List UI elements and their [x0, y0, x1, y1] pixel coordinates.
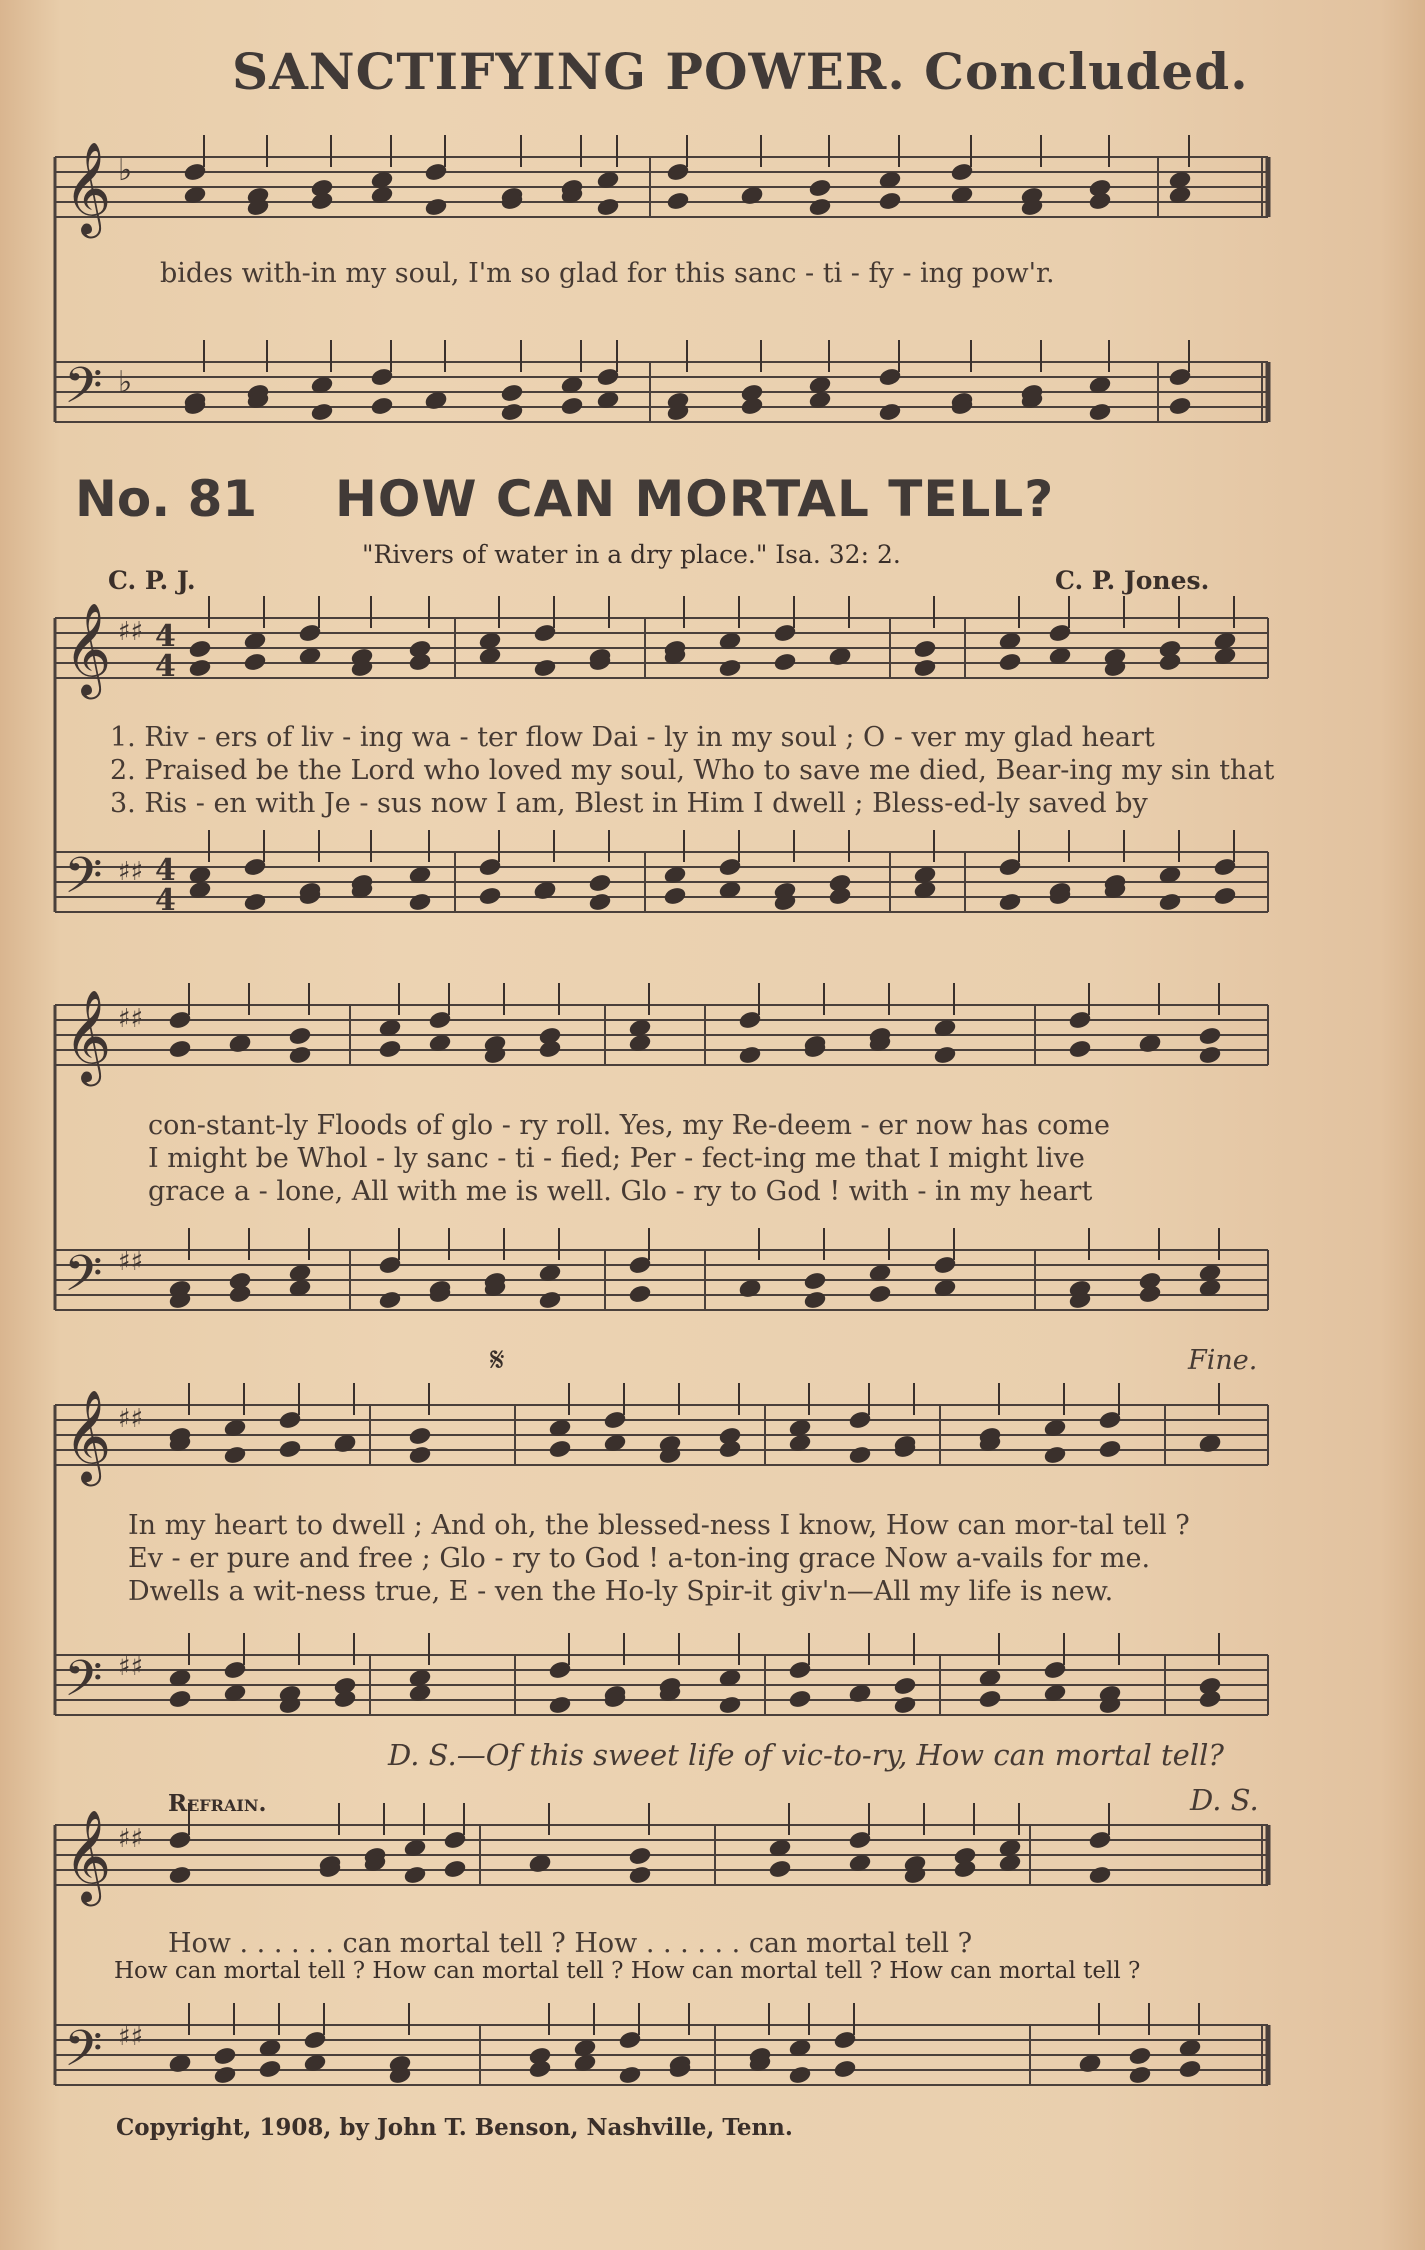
note-head [408, 892, 432, 912]
note-head [666, 191, 690, 211]
note-head [740, 396, 764, 416]
verse-2-line-2: I might be Whol - ly sanc - ti - fied; Per - fect-ing me that I might live [148, 1143, 1085, 1174]
svg-text:𝄢: 𝄢 [64, 847, 103, 917]
note-head [868, 1284, 892, 1304]
note-head [718, 1695, 742, 1715]
note-head [378, 1290, 402, 1310]
note-head [768, 1859, 792, 1879]
note-head [1098, 1439, 1122, 1459]
note-head [213, 2046, 237, 2066]
note-head [628, 1284, 652, 1304]
svg-text:♯♯: ♯♯ [118, 1247, 144, 1277]
dal-segno-text: D. S.—Of this sweet life of vic-to-ry, How can mortal tell? [388, 1738, 1224, 1772]
note-head [1088, 402, 1112, 422]
note-head [893, 1676, 917, 1696]
note-head [773, 652, 797, 672]
note-head [1198, 1026, 1222, 1046]
note-head [1198, 1689, 1222, 1709]
svg-text:♯♯: ♯♯ [118, 1824, 144, 1854]
svg-text:♭: ♭ [118, 365, 133, 400]
svg-text:♯♯: ♯♯ [118, 857, 144, 887]
verse-2-line-3: Ev - er pure and free ; Glo - ry to God ! a-ton-ing grace Now a-vails for me. [128, 1543, 1151, 1574]
staff-treble-4 [55, 1825, 1268, 1885]
note-head [718, 658, 742, 678]
svg-text:4: 4 [155, 853, 176, 888]
page-title: SANCTIFYING POWER. Concluded. [232, 42, 1249, 101]
note-head [803, 1271, 827, 1291]
svg-text:♯♯: ♯♯ [118, 1004, 144, 1034]
hymn-number: No. 81 [75, 470, 258, 528]
note-head [1088, 1865, 1112, 1885]
note-head [528, 2059, 552, 2079]
note-head [718, 1439, 742, 1459]
svg-text:♯♯: ♯♯ [118, 1404, 144, 1434]
refrain-label: Refrain. [168, 1790, 267, 1817]
note-head [288, 1045, 312, 1065]
note-head [1198, 1045, 1222, 1065]
note-head [848, 1445, 872, 1465]
note-head [878, 402, 902, 422]
note-head [913, 639, 937, 659]
note-head [1128, 2065, 1152, 2085]
staff-bass-1 [55, 852, 1268, 912]
note-head [403, 1865, 427, 1885]
note-head [588, 892, 612, 912]
fine-mark: Fine. [1188, 1345, 1258, 1376]
lyricist-credit: C. P. J. [108, 566, 196, 595]
note-head [628, 1865, 652, 1885]
note-head [310, 191, 334, 211]
note-head [223, 1445, 247, 1465]
note-head [1088, 191, 1112, 211]
refrain-lyrics-lower: How can mortal tell ? How can mortal tell ? How can mortal tell ? How can mortal tell ? [114, 1958, 1141, 1984]
refrain-lyrics-upper: How . . . . . . can mortal tell ? How . . . . . . can mortal tell ? [168, 1928, 973, 1959]
svg-text:𝄞: 𝄞 [64, 1809, 112, 1902]
note-head [1168, 396, 1192, 416]
note-head [788, 1689, 812, 1709]
note-head [188, 639, 212, 659]
note-head [288, 1026, 312, 1046]
note-head [828, 886, 852, 906]
staff-bass-4 [55, 2025, 1268, 2085]
treble-clef-icon: 𝄞 [64, 141, 112, 234]
note-head [228, 1284, 252, 1304]
hymn-title: HOW CAN MORTAL TELL? [335, 470, 1055, 528]
scripture-reference: "Rivers of water in a dry place." Isa. 32: 2. [362, 540, 901, 569]
verse-3-line-1: 3. Ris - en with Je - sus now I am, Blest in Him I dwell ; Bless-ed-ly saved by [110, 788, 1148, 819]
note-head [738, 1045, 762, 1065]
note-head [538, 1290, 562, 1310]
note-head [538, 1039, 562, 1059]
note-head [998, 892, 1022, 912]
staff-treble-0 [55, 157, 1268, 217]
svg-text:4: 4 [155, 649, 176, 684]
note-head [1178, 2059, 1202, 2079]
note-head [893, 1695, 917, 1715]
note-head [310, 402, 334, 422]
note-head [1068, 1039, 1092, 1059]
copyright-line: Copyright, 1908, by John T. Benson, Nashville, Tenn. [116, 2114, 793, 2141]
note-head [618, 2065, 642, 2085]
note-head [1158, 892, 1182, 912]
svg-text:♯♯: ♯♯ [118, 2022, 144, 2052]
note-head [213, 2065, 237, 2085]
note-head [808, 197, 832, 217]
note-head [833, 2059, 857, 2079]
note-head [1043, 1445, 1067, 1465]
note-head [548, 1439, 572, 1459]
verse-1-line-2: con-stant-ly Floods of glo - ry roll. Yes, my Re-deem - er now has come [148, 1110, 1110, 1141]
svg-text:𝄞: 𝄞 [64, 602, 112, 695]
note-head [953, 1859, 977, 1879]
note-head [878, 191, 902, 211]
note-head [628, 1846, 652, 1866]
note-head [188, 658, 212, 678]
note-head [933, 1045, 957, 1065]
svg-text:4: 4 [155, 619, 176, 654]
note-head [1128, 2046, 1152, 2066]
verse-3-line-3: Dwells a wit-ness true, E - ven the Ho-ly Spir-it giv'n—All my life is new. [128, 1576, 1114, 1607]
composer-credit: C. P. Jones. [1055, 566, 1210, 595]
svg-text:𝄢: 𝄢 [64, 1650, 103, 1720]
note-head [443, 1859, 467, 1879]
note-head [408, 1426, 432, 1446]
note-head [548, 1695, 572, 1715]
segno-icon: 𝄋 [490, 1340, 505, 1380]
note-head [788, 2065, 812, 2085]
svg-text:♭: ♭ [118, 153, 133, 188]
svg-text:♯♯: ♯♯ [118, 617, 144, 647]
note-head [596, 197, 620, 217]
note-head [478, 886, 502, 906]
note-head [278, 1439, 302, 1459]
note-head [258, 2059, 282, 2079]
note-head [1213, 886, 1237, 906]
svg-text:𝄞: 𝄞 [64, 989, 112, 1082]
note-head [408, 652, 432, 672]
note-head [1158, 652, 1182, 672]
note-head [978, 1689, 1002, 1709]
note-head [663, 886, 687, 906]
note-head [560, 396, 584, 416]
note-head [408, 1445, 432, 1465]
verse-1-line-3: In my heart to dwell ; And oh, the blessed-ness I know, How can mor-tal tell ? [128, 1510, 1190, 1541]
note-head [588, 873, 612, 893]
svg-text:𝄢: 𝄢 [64, 2020, 103, 2090]
note-head [378, 1039, 402, 1059]
previous-hymn-lyric: bides with-in my soul, I'm so glad for this sanc - ti - fy - ing pow'r. [160, 258, 1055, 289]
ds-mark: D. S. [1190, 1783, 1259, 1817]
verse-2-line-1: 2. Praised be the Lord who loved my soul, Who to save me died, Bear-ing my sin that [110, 755, 1275, 786]
note-head [333, 1689, 357, 1709]
note-head [168, 1039, 192, 1059]
staff-bass-0 [55, 362, 1268, 422]
note-head [168, 1865, 192, 1885]
note-head [168, 1689, 192, 1709]
svg-text:𝄞: 𝄞 [64, 1389, 112, 1482]
note-head [424, 197, 448, 217]
note-head [243, 892, 267, 912]
note-head [243, 652, 267, 672]
svg-text:𝄢: 𝄢 [64, 1245, 103, 1315]
note-head [998, 652, 1022, 672]
svg-text:4: 4 [155, 883, 176, 918]
bass-clef-icon: 𝄢 [64, 357, 103, 427]
staff-treble-1 [55, 618, 1268, 678]
note-head [808, 178, 832, 198]
note-head [500, 402, 524, 422]
svg-text:♯♯: ♯♯ [118, 1652, 144, 1682]
note-head [533, 658, 557, 678]
verse-1-line-1: 1. Riv - ers of liv - ing wa - ter flow Dai - ly in my soul ; O - ver my glad heart [110, 722, 1155, 753]
note-head [500, 383, 524, 403]
note-head [1138, 1284, 1162, 1304]
note-head [913, 658, 937, 678]
note-head [370, 396, 394, 416]
note-head [803, 1290, 827, 1310]
verse-3-line-2: grace a - lone, All with me is well. Glo - ry to God ! with - in my heart [148, 1176, 1093, 1207]
